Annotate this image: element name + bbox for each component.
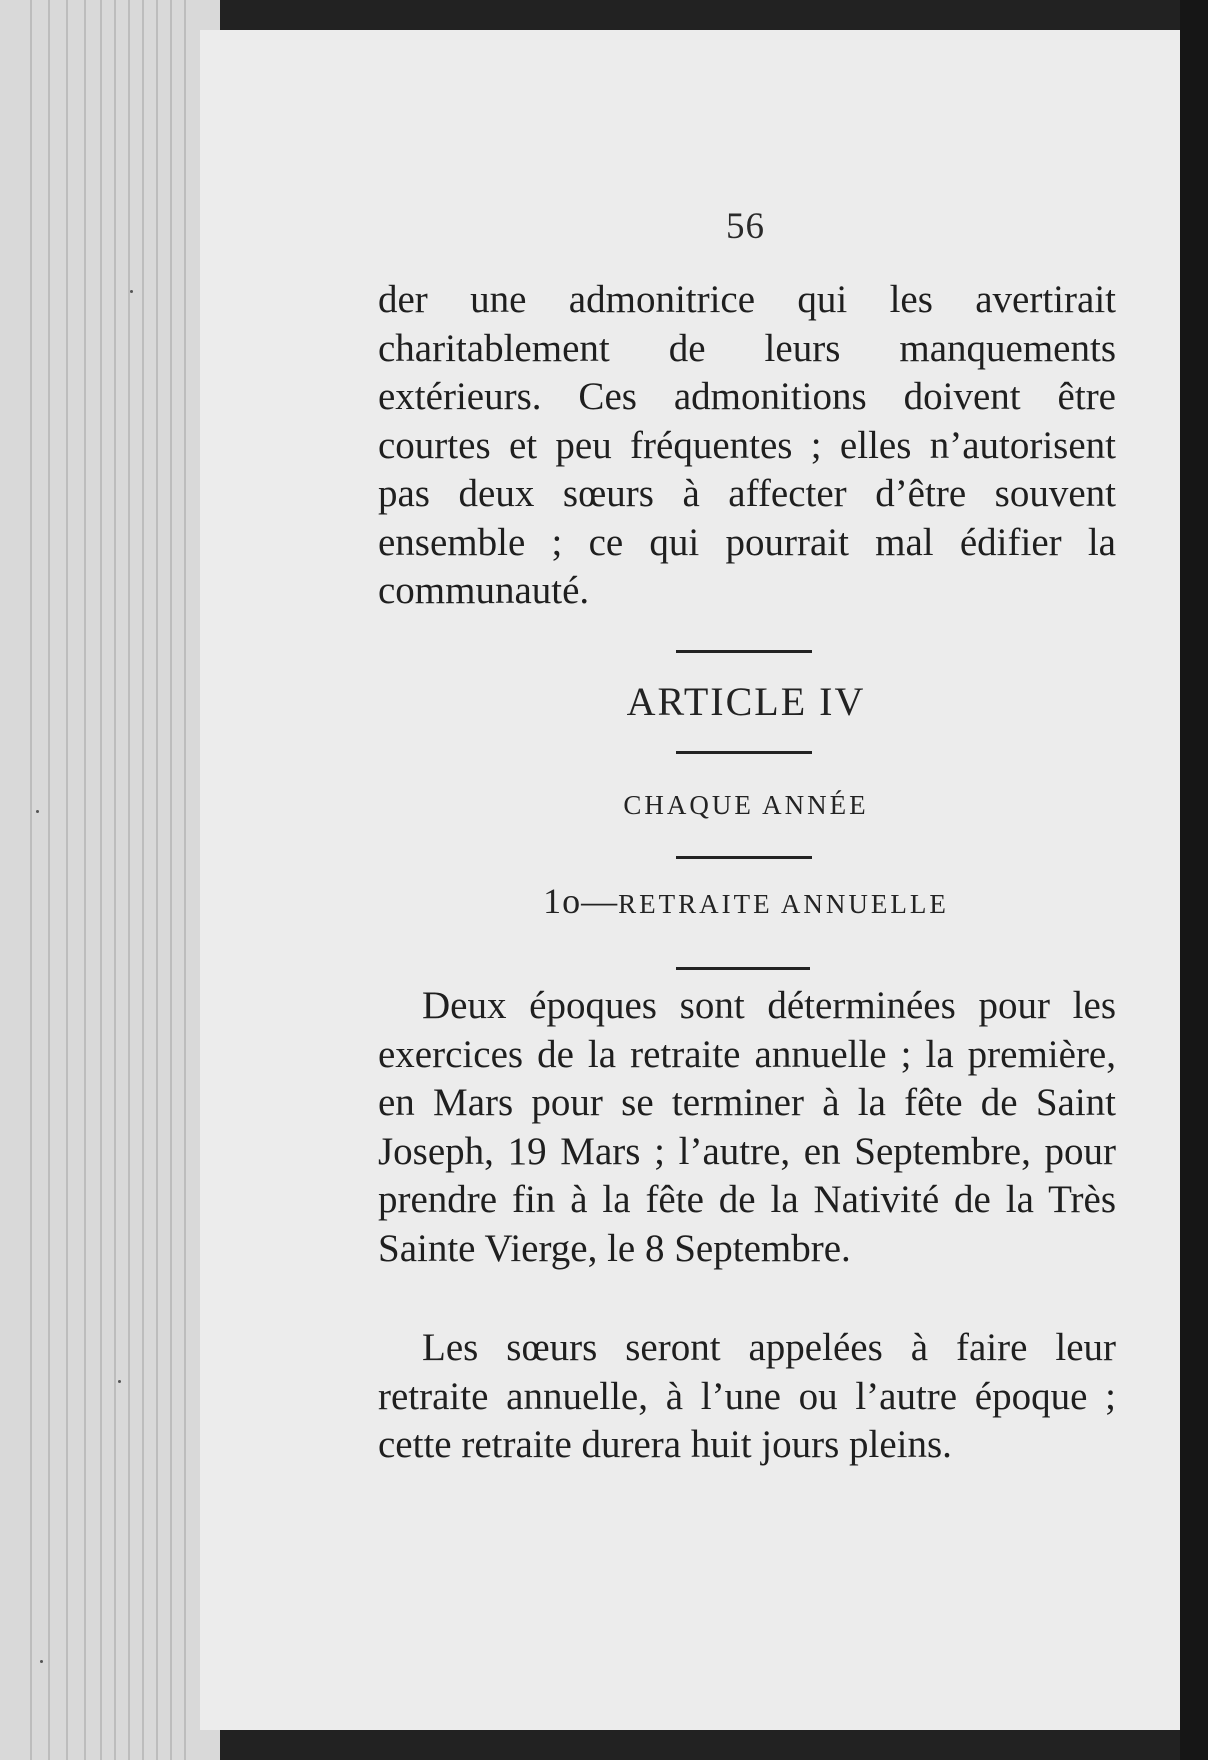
- page-number: 56: [726, 206, 765, 247]
- paragraph-continuation: der une admonitrice qui les avertirait charitablement de leurs manquements extérieurs. Ces admonitions doivent être courtes et peu fréquentes ; elles n’autorisent pas deux sœurs à affecter d’être souvent ensemble ; ce qui pourrait mal édifier la communauté.: [378, 278, 1116, 612]
- article-heading: ARTICLE IV: [626, 679, 866, 724]
- page-edge: [66, 0, 68, 1760]
- page-edge: [142, 0, 144, 1760]
- divider-rule: [676, 967, 810, 970]
- speck: [40, 1660, 43, 1663]
- page-edge: [84, 0, 86, 1760]
- page-edge: [114, 0, 116, 1760]
- page-edge: [128, 0, 130, 1760]
- page-edge: [30, 0, 32, 1760]
- divider-rule: [676, 856, 812, 859]
- page-edge: [184, 0, 186, 1760]
- paragraph-retreat-dates: Deux époques sont déterminées pour les exercices de la retraite annuelle ; la première, en Mars pour se terminer à la fête de Saint Joseph, 19 Mars ; l’autre, en Septembre, pour prendre fin à la fête de la Nativité de la Très Sainte Vierge, le 8 Septembre.: [378, 984, 1116, 1270]
- speck: [36, 810, 39, 813]
- sub-heading-number: 1o—: [543, 881, 619, 921]
- page-edge: [156, 0, 158, 1760]
- section-heading: CHAQUE ANNÉE: [623, 790, 869, 820]
- page-shadow: [1180, 0, 1208, 1760]
- page-edge: [100, 0, 102, 1760]
- page-edge: [48, 0, 50, 1760]
- paragraph-retreat-duration: Les sœurs seront appelées à faire leur retraite annuelle, à l’une ou l’autre époque ; cette retraite durera huit jours pleins.: [378, 1326, 1116, 1466]
- sub-heading: [378, 880, 1114, 922]
- speck: [130, 290, 133, 293]
- page-stack-edges: [0, 0, 220, 1760]
- divider-rule: [676, 650, 812, 653]
- divider-rule: [676, 751, 812, 754]
- speck: [118, 1380, 121, 1383]
- page-edge: [170, 0, 172, 1760]
- sub-heading-text: RETRAITE ANNUELLE: [618, 889, 949, 919]
